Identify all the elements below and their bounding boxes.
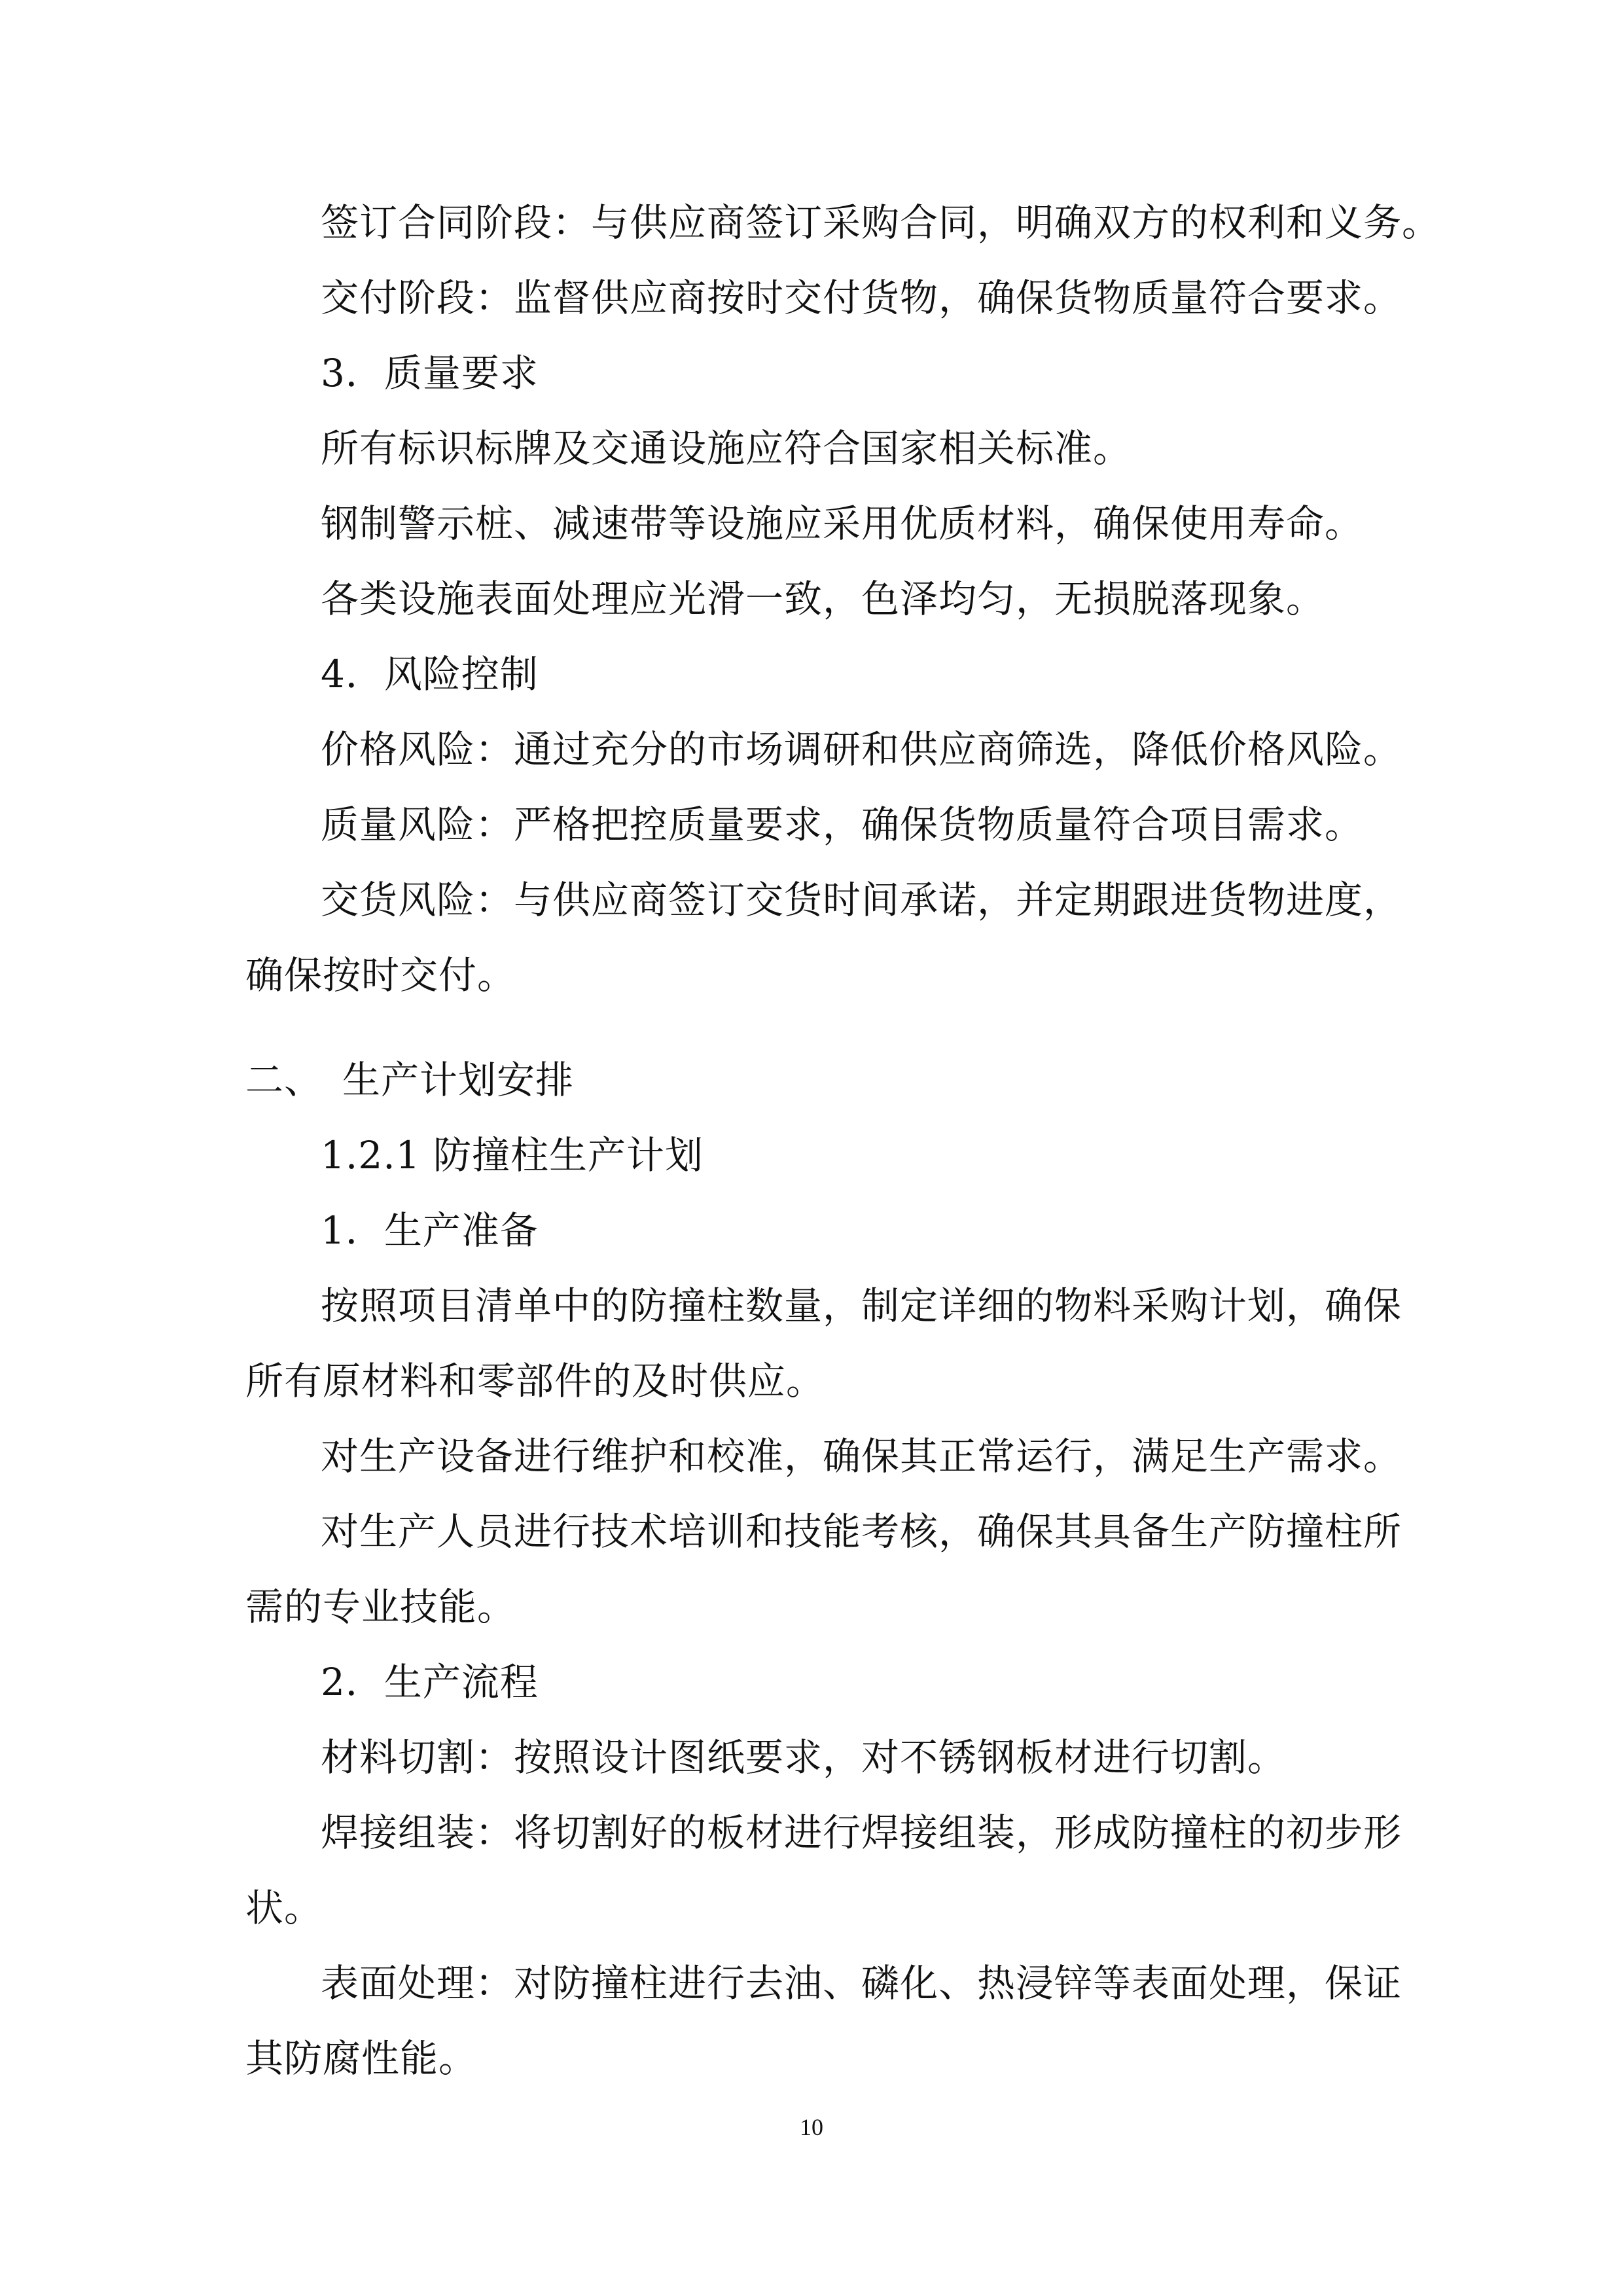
paragraph-delivery-risk: 交货风险：与供应商签订交货时间承诺，并定期跟进货物进度， xyxy=(321,878,1402,922)
paragraph-quality-risk: 质量风险：严格把控质量要求，确保货物质量符合项目需求。 xyxy=(321,802,1364,847)
paragraph-contract-signing: 签订合同阶段：与供应商签订采购合同，明确双方的权利和义务。 xyxy=(321,200,1441,245)
heading-quality-requirements: 3．质量要求 xyxy=(321,351,539,395)
heading-production-preparation: 1．生产准备 xyxy=(321,1208,539,1253)
paragraph-procurement-plan: 按照项目清单中的防撞柱数量，制定详细的物料采购计划，确保 xyxy=(321,1283,1402,1328)
paragraph-equipment-maintenance: 对生产设备进行维护和校准，确保其正常运行，满足生产需求。 xyxy=(321,1434,1402,1479)
paragraph-surface-treatment-continued: 其防腐性能。 xyxy=(245,2036,478,2081)
paragraph-staff-training: 对生产人员进行技术培训和技能考核，确保其具备生产防撞柱所 xyxy=(321,1509,1402,1554)
paragraph-welding-assembly: 焊接组装：将切割好的板材进行焊接组装，形成防撞柱的初步形 xyxy=(321,1810,1402,1855)
paragraph-materials: 钢制警示桩、减速带等设施应采用优质材料，确保使用寿命。 xyxy=(321,501,1364,546)
paragraph-price-risk: 价格风险：通过充分的市场调研和供应商筛选，降低价格风险。 xyxy=(321,727,1402,772)
paragraph-delivery-stage: 交付阶段：监督供应商按时交付货物，确保货物质量符合要求。 xyxy=(321,276,1402,320)
paragraph-surface-finish: 各类设施表面处理应光滑一致，色泽均匀，无损脱落现象。 xyxy=(321,577,1325,621)
heading-production-process: 2．生产流程 xyxy=(321,1660,539,1704)
page-number: 10 xyxy=(800,2114,823,2140)
paragraph-procurement-plan-continued: 所有原材料和零部件的及时供应。 xyxy=(245,1359,825,1403)
paragraph-surface-treatment: 表面处理：对防撞柱进行去油、磷化、热浸锌等表面处理，保证 xyxy=(321,1961,1402,2005)
paragraph-welding-assembly-continued: 状。 xyxy=(245,1886,323,1930)
subsection-heading-bollard-plan: 1.2.1 防撞柱生产计划 xyxy=(321,1133,704,1177)
heading-risk-control: 4．风险控制 xyxy=(321,652,539,696)
paragraph-material-cutting: 材料切割：按照设计图纸要求，对不锈钢板材进行切割。 xyxy=(321,1735,1287,1780)
paragraph-delivery-risk-continued: 确保按时交付。 xyxy=(245,953,516,997)
paragraph-staff-training-continued: 需的专业技能。 xyxy=(245,1585,516,1629)
section-heading-production-plan: 二、 生产计划安排 xyxy=(245,1058,575,1102)
paragraph-standards: 所有标识标牌及交通设施应符合国家相关标准。 xyxy=(321,426,1132,471)
